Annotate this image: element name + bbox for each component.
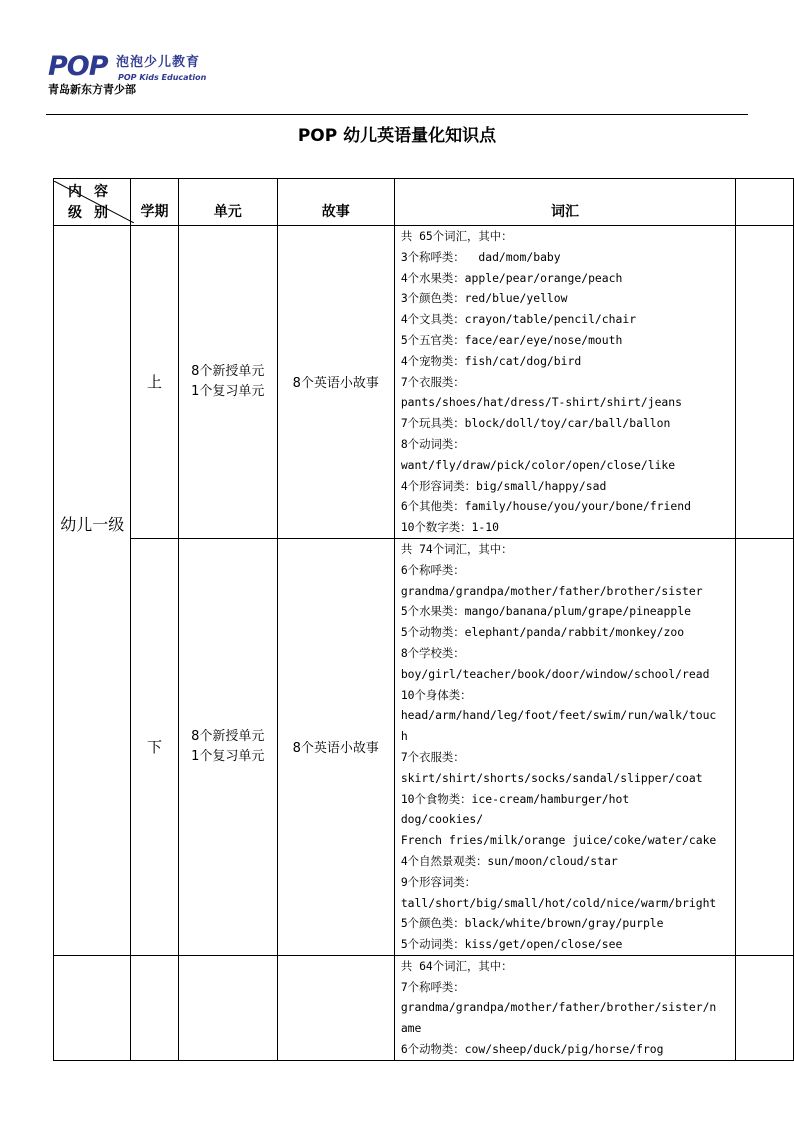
table-row <box>54 955 794 1060</box>
table-row <box>54 538 794 955</box>
vocab-cell <box>394 226 735 539</box>
story-cell: 8个英语小故事 <box>277 538 394 955</box>
unit-cell <box>178 538 277 955</box>
vocab-line: 4个自然景观类：sun/moon/cloud/star <box>400 853 618 868</box>
vocab-cell <box>394 955 735 1060</box>
page-title: POP 幼儿英语量化知识点 <box>297 126 497 146</box>
unit-new: 8个新授单元 <box>191 728 265 744</box>
header-story: 故事 <box>277 179 394 226</box>
header-vocab: 词汇 <box>394 179 735 226</box>
vocab-line: 7个衣服类： <box>400 749 465 764</box>
vocab-line: 10个食物类：ice-cream/hamburger/hot <box>400 791 630 806</box>
logo-chinese-name: 泡泡少儿教育 <box>116 55 201 70</box>
table-row <box>54 226 794 539</box>
vocab-line: skirt/shirt/shorts/socks/sandal/slipper/coat <box>400 770 703 785</box>
vocab-line: 共 65个词汇，其中： <box>400 229 513 243</box>
vocab-line: 5个五官类：face/ear/eye/nose/mouth <box>400 332 623 347</box>
vocab-line: dog/cookies/ <box>400 812 484 827</box>
vocab-line: 7个衣服类： <box>400 374 465 389</box>
level-cell <box>54 955 131 1060</box>
vocab-line: grandma/grandpa/mother/father/brother/sister <box>400 583 703 598</box>
vocab-line: 共 74个词汇，其中： <box>400 541 513 556</box>
header-term: 学期 <box>131 179 179 226</box>
vocab-line: 4个文具类：crayon/table/pencil/chair <box>400 312 637 327</box>
vocab-line: 7个玩具类：block/doll/toy/car/ball/ballon <box>400 416 671 431</box>
vocab-cell <box>394 538 735 955</box>
unit-review: 1个复习单元 <box>191 748 265 764</box>
story-cell: 8个英语小故事 <box>277 226 394 539</box>
knowledge-table <box>53 178 794 1061</box>
unit-review: 1个复习单元 <box>191 383 265 399</box>
logo <box>48 52 208 100</box>
header-level-label: 级别 <box>68 205 120 221</box>
header-extra <box>736 179 794 226</box>
vocab-line: 4个形容词类：big/small/happy/sad <box>400 478 607 493</box>
logo-subtitle: 青岛新东方青少部 <box>48 83 136 96</box>
vocab-line: 3个称呼类： dad/mom/baby <box>400 249 561 264</box>
term-cell: 上 <box>131 226 179 539</box>
vocab-line: 5个动词类：kiss/get/open/close/see <box>400 937 623 952</box>
vocab-line: 5个水果类：mango/banana/plum/grape/pineapple <box>400 604 691 619</box>
vocab-line: 3个颜色类：red/blue/yellow <box>400 291 568 306</box>
vocab-line: 10个身体类： <box>400 687 472 702</box>
header-content-label: 内容 <box>68 184 120 200</box>
vocab-line: boy/girl/teacher/book/door/window/school/read <box>400 666 710 681</box>
vocab-line: ame <box>400 1021 422 1036</box>
vocab-line: 4个宠物类：fish/cat/dog/bird <box>400 353 582 368</box>
logo-english-name: POP Kids Education <box>118 73 207 82</box>
logo-brand: POP <box>48 51 108 82</box>
unit-cell <box>178 226 277 539</box>
header-diagonal-cell <box>54 179 131 226</box>
vocab-line: head/arm/hand/leg/foot/feet/swim/run/walk/touc <box>400 708 717 723</box>
vocab-line: 6个动物类：cow/sheep/duck/pig/horse/frog <box>400 1042 664 1057</box>
unit-new: 8个新授单元 <box>191 363 265 379</box>
extra-cell <box>736 538 794 955</box>
level-cell <box>54 226 131 956</box>
term-cell <box>131 955 179 1060</box>
vocab-line: tall/short/big/small/hot/cold/nice/warm/bright <box>400 895 717 910</box>
vocab-line: 10个数字类：1-10 <box>400 520 499 535</box>
term-cell: 下 <box>131 538 179 955</box>
header-unit: 单元 <box>178 179 277 226</box>
vocab-line: French fries/milk/orange juice/coke/water/cake <box>400 833 717 848</box>
vocab-line: h <box>400 729 408 744</box>
extra-cell <box>736 955 794 1060</box>
vocab-line: 7个称呼类： <box>400 979 465 994</box>
vocab-line: 共 64个词汇，其中： <box>400 958 513 973</box>
unit-cell <box>178 955 277 1060</box>
story-cell <box>277 955 394 1060</box>
vocab-line: pants/shoes/hat/dress/T-shirt/shirt/jeans <box>400 395 682 410</box>
vocab-line: grandma/grandpa/mother/father/brother/sister/n <box>400 1000 717 1015</box>
table-header-row <box>54 179 794 226</box>
header-divider <box>46 114 748 115</box>
level-label: 幼儿一级 <box>60 515 125 535</box>
vocab-line: 9个形容词类： <box>400 874 477 889</box>
vocab-line: 6个称呼类： <box>400 562 465 577</box>
vocab-line: 4个水果类：apple/pear/orange/peach <box>400 270 623 285</box>
vocab-line: 5个颜色类：black/white/brown/gray/purple <box>400 916 664 931</box>
vocab-line: 8个学校类： <box>400 645 465 660</box>
extra-cell <box>736 226 794 539</box>
vocab-line: want/fly/draw/pick/color/open/close/like <box>400 457 676 472</box>
vocab-line: 6个其他类：family/house/you/your/bone/friend <box>400 499 691 514</box>
vocab-line: 8个动词类： <box>400 436 465 451</box>
vocab-line: 5个动物类：elephant/panda/rabbit/monkey/zoo <box>400 625 685 640</box>
